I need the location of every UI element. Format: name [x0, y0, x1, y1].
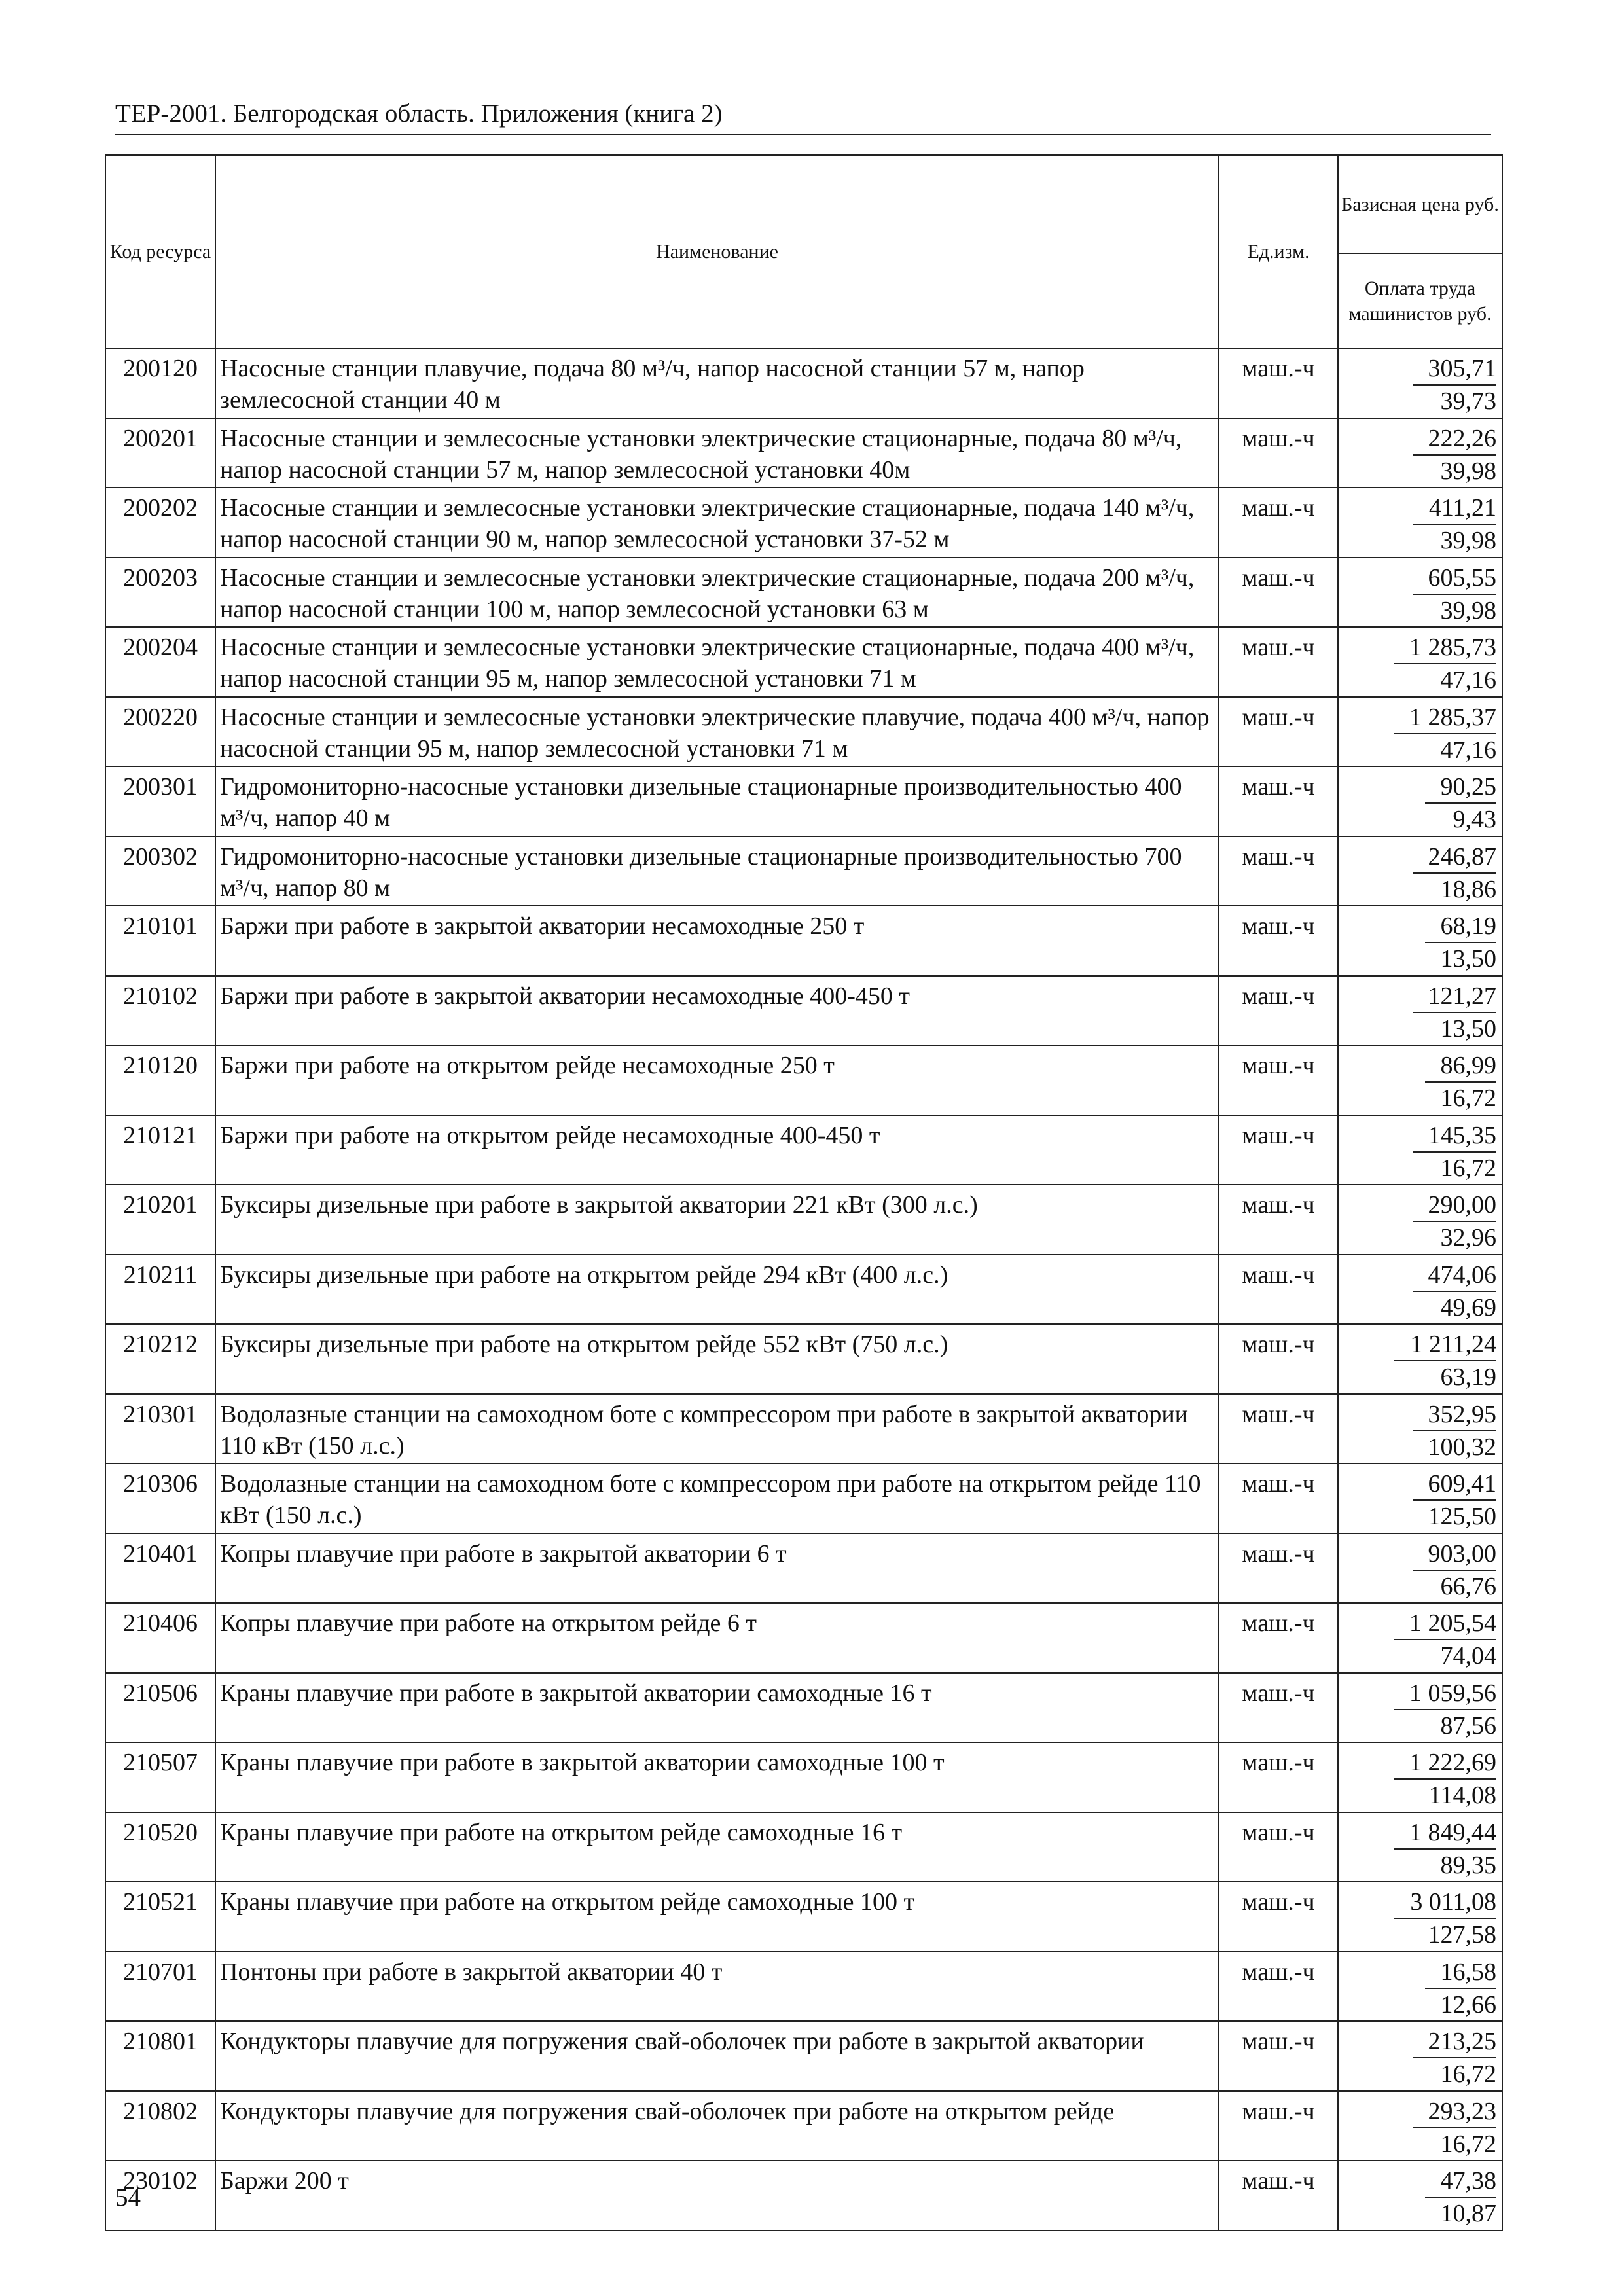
- unit-cell: маш.-ч: [1219, 1463, 1338, 1534]
- price-cell: [1338, 1882, 1502, 1952]
- operator-wage-value: 100,32: [1428, 1433, 1496, 1461]
- operator-wage-value: 39,98: [1440, 596, 1496, 624]
- resource-code-cell: 210102: [105, 976, 215, 1046]
- operator-wage-value: 125,50: [1428, 1503, 1496, 1531]
- price-cell: [1338, 1115, 1502, 1185]
- table-row: [105, 1742, 1502, 1812]
- base-price-value: 290,00: [1413, 1189, 1497, 1222]
- base-price-value: 903,00: [1413, 1538, 1497, 1571]
- unit-cell: маш.-ч: [1219, 1603, 1338, 1673]
- operator-wage-value: 9,43: [1453, 806, 1496, 834]
- column-header-name: Наименование: [215, 155, 1219, 348]
- price-cell: [1338, 558, 1502, 628]
- unit-cell: маш.-ч: [1219, 1534, 1338, 1604]
- table-row: [105, 906, 1502, 976]
- price-cell: [1338, 1394, 1502, 1464]
- resource-name-cell: Краны плавучие при работе в закрытой акватории самоходные 100 т: [215, 1742, 1219, 1812]
- price-cell: [1338, 2021, 1502, 2091]
- unit-cell: маш.-ч: [1219, 1185, 1338, 1255]
- resource-name-cell: Кондукторы плавучие для погружения свай-оболочек при работе на открытом рейде: [215, 2091, 1219, 2161]
- base-price-value: 213,25: [1413, 2026, 1497, 2058]
- resource-code-cell: 200220: [105, 697, 215, 767]
- base-price-value: 121,27: [1413, 980, 1497, 1013]
- resource-name-cell: Насосные станции и землесосные установки электрические стационарные, подача 80 м³/ч, напор насосной станции 57 м, напор землесосной установки 40м: [215, 418, 1219, 488]
- resource-name-cell: Насосные станции плавучие, подача 80 м³/ч, напор насосной станции 57 м, напор землесосной станции 40 м: [215, 348, 1219, 418]
- table-row: [105, 1952, 1502, 2022]
- table-body: [105, 348, 1502, 2231]
- base-price-value: 1 059,56: [1394, 1677, 1496, 1710]
- resource-code-cell: 210306: [105, 1463, 215, 1534]
- resource-code-cell: 210301: [105, 1394, 215, 1464]
- base-price-value: 352,95: [1413, 1399, 1497, 1431]
- table-row: [105, 418, 1502, 488]
- operator-wage-value: 39,98: [1440, 527, 1496, 555]
- table-row: [105, 348, 1502, 418]
- table-row: [105, 1673, 1502, 1743]
- resource-name-cell: Баржи при работе на открытом рейде несамоходные 400-450 т: [215, 1115, 1219, 1185]
- resource-name-cell: Копры плавучие при работе в закрытой акватории 6 т: [215, 1534, 1219, 1604]
- price-cell: [1338, 1045, 1502, 1115]
- table-row: [105, 836, 1502, 906]
- page-number: 54: [115, 2183, 141, 2212]
- unit-cell: маш.-ч: [1219, 1324, 1338, 1394]
- unit-cell: маш.-ч: [1219, 2091, 1338, 2161]
- table-row: [105, 1534, 1502, 1604]
- resource-name-cell: Водолазные станции на самоходном боте с компрессором при работе в закрытой акватории 110 кВт (150 л.с.): [215, 1394, 1219, 1464]
- resource-code-cell: 210521: [105, 1882, 215, 1952]
- base-price-value: 1 849,44: [1394, 1817, 1496, 1850]
- operator-wage-value: 16,72: [1440, 2060, 1496, 2089]
- resource-name-cell: Кондукторы плавучие для погружения свай-оболочек при работе в закрытой акватории: [215, 2021, 1219, 2091]
- price-cell: [1338, 836, 1502, 906]
- base-price-value: 90,25: [1425, 771, 1497, 804]
- resource-name-cell: Гидромониторно-насосные установки дизельные стационарные производительностью 400 м³/ч, напор 40 м: [215, 766, 1219, 836]
- operator-wage-value: 47,16: [1440, 666, 1496, 694]
- table-row: [105, 1115, 1502, 1185]
- unit-cell: маш.-ч: [1219, 976, 1338, 1046]
- resource-code-cell: 210101: [105, 906, 215, 976]
- base-price-value: 86,99: [1425, 1050, 1497, 1083]
- price-cell: [1338, 1185, 1502, 1255]
- operator-wage-value: 16,72: [1440, 1085, 1496, 1113]
- price-cell: [1338, 1255, 1502, 1325]
- resource-code-cell: 210507: [105, 1742, 215, 1812]
- base-price-value: 305,71: [1413, 353, 1497, 386]
- table-row: [105, 1394, 1502, 1464]
- operator-wage-value: 63,19: [1440, 1363, 1496, 1391]
- base-price-value: 47,38: [1425, 2165, 1497, 2198]
- price-cell: [1338, 976, 1502, 1046]
- price-table: [105, 154, 1503, 2231]
- price-cell: [1338, 1742, 1502, 1812]
- table-row: [105, 1603, 1502, 1673]
- resource-code-cell: 210701: [105, 1952, 215, 2022]
- operator-wage-value: 127,58: [1428, 1921, 1496, 1949]
- resource-code-cell: 210211: [105, 1255, 215, 1325]
- unit-cell: маш.-ч: [1219, 1255, 1338, 1325]
- table-row: [105, 1463, 1502, 1534]
- resource-code-cell: 210520: [105, 1812, 215, 1882]
- table-row: [105, 1882, 1502, 1952]
- price-cell: [1338, 1534, 1502, 1604]
- unit-cell: маш.-ч: [1219, 1115, 1338, 1185]
- resource-code-cell: 200203: [105, 558, 215, 628]
- table-row: [105, 488, 1502, 558]
- price-cell: [1338, 2161, 1502, 2231]
- resource-code-cell: 200302: [105, 836, 215, 906]
- table-row: [105, 558, 1502, 628]
- operator-wage-value: 87,56: [1440, 1712, 1496, 1740]
- price-cell: [1338, 1812, 1502, 1882]
- unit-cell: маш.-ч: [1219, 697, 1338, 767]
- price-cell: [1338, 906, 1502, 976]
- unit-cell: маш.-ч: [1219, 1673, 1338, 1743]
- operator-wage-value: 47,16: [1440, 736, 1496, 764]
- unit-cell: маш.-ч: [1219, 488, 1338, 558]
- unit-cell: маш.-ч: [1219, 1812, 1338, 1882]
- column-header-wage: Оплата труда машинистов руб.: [1338, 253, 1502, 348]
- operator-wage-value: 49,69: [1440, 1293, 1496, 1321]
- table-row: [105, 1185, 1502, 1255]
- base-price-value: 1 205,54: [1394, 1607, 1496, 1640]
- resource-name-cell: Баржи 200 т: [215, 2161, 1219, 2231]
- price-cell: [1338, 766, 1502, 836]
- operator-wage-value: 32,96: [1440, 1224, 1496, 1252]
- resource-name-cell: Насосные станции и землесосные установки электрические стационарные, подача 200 м³/ч, напор насосной станции 100 м, напор землесосной установки 63 м: [215, 558, 1219, 628]
- unit-cell: маш.-ч: [1219, 1952, 1338, 2022]
- price-cell: [1338, 348, 1502, 418]
- base-price-value: 474,06: [1413, 1259, 1497, 1292]
- operator-wage-value: 39,98: [1440, 457, 1496, 485]
- operator-wage-value: 114,08: [1428, 1782, 1496, 1810]
- base-price-value: 293,23: [1413, 2096, 1497, 2128]
- resource-name-cell: Баржи при работе в закрытой акватории несамоходные 250 т: [215, 906, 1219, 976]
- table-row: [105, 2161, 1502, 2231]
- resource-name-cell: Буксиры дизельные при работе на открытом рейде 294 кВт (400 л.с.): [215, 1255, 1219, 1325]
- unit-cell: маш.-ч: [1219, 836, 1338, 906]
- column-header-code: Код ресурса: [105, 155, 215, 348]
- price-cell: [1338, 627, 1502, 697]
- table-row: [105, 697, 1502, 767]
- resource-code-cell: 210401: [105, 1534, 215, 1604]
- operator-wage-value: 10,87: [1440, 2200, 1496, 2228]
- table-row: [105, 2021, 1502, 2091]
- base-price-value: 605,55: [1413, 562, 1497, 595]
- table-row: [105, 976, 1502, 1046]
- unit-cell: маш.-ч: [1219, 2021, 1338, 2091]
- resource-name-cell: Буксиры дизельные при работе на открытом рейде 552 кВт (750 л.с.): [215, 1324, 1219, 1394]
- resource-code-cell: 210506: [105, 1673, 215, 1743]
- operator-wage-value: 66,76: [1440, 1572, 1496, 1600]
- unit-cell: маш.-ч: [1219, 1045, 1338, 1115]
- resource-code-cell: 210201: [105, 1185, 215, 1255]
- resource-name-cell: Гидромониторно-насосные установки дизельные стационарные производительностью 700 м³/ч, напор 80 м: [215, 836, 1219, 906]
- column-header-unit: Ед.изм.: [1219, 155, 1338, 348]
- unit-cell: маш.-ч: [1219, 558, 1338, 628]
- base-price-value: 222,26: [1413, 423, 1497, 456]
- resource-code-cell: 200301: [105, 766, 215, 836]
- unit-cell: маш.-ч: [1219, 348, 1338, 418]
- resource-code-cell: 210801: [105, 2021, 215, 2091]
- resource-code-cell: 210121: [105, 1115, 215, 1185]
- resource-code-cell: 210212: [105, 1324, 215, 1394]
- resource-name-cell: Краны плавучие при работе на открытом рейде самоходные 16 т: [215, 1812, 1219, 1882]
- table-row: [105, 1812, 1502, 1882]
- unit-cell: маш.-ч: [1219, 906, 1338, 976]
- unit-cell: маш.-ч: [1219, 766, 1338, 836]
- resource-name-cell: Баржи при работе на открытом рейде несамоходные 250 т: [215, 1045, 1219, 1115]
- unit-cell: маш.-ч: [1219, 1882, 1338, 1952]
- page-header: [115, 98, 1491, 135]
- price-cell: [1338, 697, 1502, 767]
- base-price-value: 246,87: [1413, 841, 1497, 874]
- resource-name-cell: Копры плавучие при работе на открытом рейде 6 т: [215, 1603, 1219, 1673]
- base-price-value: 1 285,37: [1394, 702, 1496, 734]
- table-header: [105, 155, 1502, 348]
- unit-cell: маш.-ч: [1219, 1394, 1338, 1464]
- table-row: [105, 627, 1502, 697]
- resource-code-cell: 210120: [105, 1045, 215, 1115]
- resource-name-cell: Понтоны при работе в закрытой акватории 40 т: [215, 1952, 1219, 2022]
- operator-wage-value: 74,04: [1440, 1642, 1496, 1670]
- operator-wage-value: 39,73: [1440, 387, 1496, 416]
- price-cell: [1338, 2091, 1502, 2161]
- unit-cell: маш.-ч: [1219, 418, 1338, 488]
- operator-wage-value: 13,50: [1440, 1014, 1496, 1043]
- resource-code-cell: 200201: [105, 418, 215, 488]
- base-price-value: 1 211,24: [1394, 1329, 1496, 1361]
- operator-wage-value: 16,72: [1440, 1154, 1496, 1182]
- resource-name-cell: Краны плавучие при работе на открытом рейде самоходные 100 т: [215, 1882, 1219, 1952]
- resource-code-cell: 210406: [105, 1603, 215, 1673]
- resource-name-cell: Насосные станции и землесосные установки электрические стационарные, подача 400 м³/ч, напор насосной станции 95 м, напор землесосной установки 71 м: [215, 627, 1219, 697]
- base-price-value: 609,41: [1413, 1468, 1497, 1501]
- resource-name-cell: Краны плавучие при работе в закрытой акватории самоходные 16 т: [215, 1673, 1219, 1743]
- resource-code-cell: 210802: [105, 2091, 215, 2161]
- table-row: [105, 1045, 1502, 1115]
- table-row: [105, 2091, 1502, 2161]
- resource-name-cell: Водолазные станции на самоходном боте с компрессором при работе на открытом рейде 110 кВт (150 л.с.): [215, 1463, 1219, 1534]
- price-cell: [1338, 1324, 1502, 1394]
- unit-cell: маш.-ч: [1219, 627, 1338, 697]
- price-cell: [1338, 1603, 1502, 1673]
- table-row: [105, 1324, 1502, 1394]
- operator-wage-value: 89,35: [1440, 1851, 1496, 1879]
- price-cell: [1338, 1463, 1502, 1534]
- base-price-value: 1 285,73: [1394, 632, 1496, 664]
- base-price-value: 68,19: [1425, 910, 1497, 943]
- base-price-value: 145,35: [1413, 1120, 1497, 1153]
- price-cell: [1338, 418, 1502, 488]
- base-price-value: 3 011,08: [1394, 1886, 1496, 1919]
- operator-wage-value: 12,66: [1440, 1990, 1496, 2018]
- resource-code-cell: 200120: [105, 348, 215, 418]
- resource-code-cell: 200204: [105, 627, 215, 697]
- resource-name-cell: Баржи при работе в закрытой акватории несамоходные 400-450 т: [215, 976, 1219, 1046]
- resource-code-cell: 200202: [105, 488, 215, 558]
- resource-name-cell: Насосные станции и землесосные установки электрические стационарные, подача 140 м³/ч, напор насосной станции 90 м, напор землесосной установки 37-52 м: [215, 488, 1219, 558]
- price-cell: [1338, 488, 1502, 558]
- operator-wage-value: 16,72: [1440, 2130, 1496, 2158]
- base-price-value: 411,21: [1413, 492, 1496, 525]
- document-title: ТЕР-2001. Белгородская область. Приложения (книга 2): [115, 99, 723, 128]
- unit-cell: маш.-ч: [1219, 2161, 1338, 2231]
- operator-wage-value: 13,50: [1440, 945, 1496, 973]
- resource-name-cell: Буксиры дизельные при работе в закрытой акватории 221 кВт (300 л.с.): [215, 1185, 1219, 1255]
- base-price-value: 16,58: [1425, 1956, 1497, 1989]
- resource-code-cell: 230102: [105, 2161, 215, 2231]
- price-cell: [1338, 1952, 1502, 2022]
- operator-wage-value: 18,86: [1440, 875, 1496, 903]
- price-table-container: [105, 154, 1502, 2228]
- resource-name-cell: Насосные станции и землесосные установки электрические плавучие, подача 400 м³/ч, напор насосной станции 95 м, напор землесосной установки 71 м: [215, 697, 1219, 767]
- table-row: [105, 1255, 1502, 1325]
- base-price-value: 1 222,69: [1394, 1747, 1496, 1780]
- price-cell: [1338, 1673, 1502, 1743]
- table-row: [105, 766, 1502, 836]
- column-header-base-price: Базисная цена руб.: [1338, 155, 1502, 253]
- unit-cell: маш.-ч: [1219, 1742, 1338, 1812]
